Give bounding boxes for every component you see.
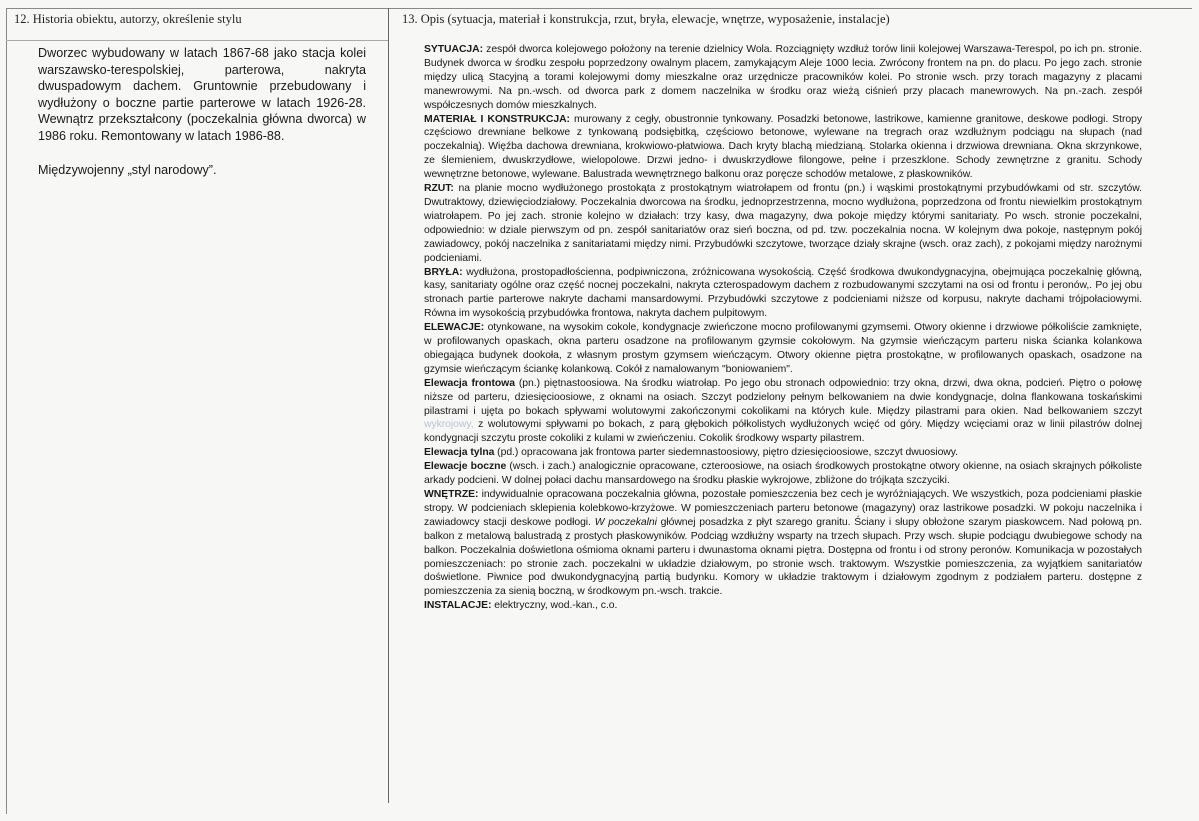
material-paragraph — [424, 113, 1142, 183]
instalacje-label: INSTALACJE: — [424, 600, 492, 612]
sytuacja-text: zespół dworca kolejowego położony na terenie dzielnicy Wola. Rozciągnięty wzdłuż torów linii kolejowej Warszawa-Terespol, po ich pn. stronie. Budynek dworca w środku zespołu poprzedzony owalnym placem, zamykającym Aleje 1000 lecia. Zwrócony frontem na pn. do placu. Po jego zach. stronie między ulicą Stacyjną a torami kolejowymi domy mieszkalne oraz urzędnicze pracowników kolei. Po stronie wsch. przy torach magazyny z placami manewrowymi. Na pn.-wsch. od dworca park z domem naczelnika w środku oraz wieżą ciśnień przy placach manewrowych. Na pn.-zach. zespół współczesnych domów mieszkalnych. — [424, 44, 1142, 111]
tylna-label: Elewacja tylna — [424, 447, 495, 459]
rzut-paragraph — [424, 182, 1142, 265]
wnetrze-label: WNĘTRZE: — [424, 489, 479, 500]
description-section — [402, 12, 1147, 613]
description-heading: 13. Opis (sytuacja, materiał i konstrukcja, rzut, bryła, elewacje, wnętrze, wyposażenie, instalacje) — [402, 12, 890, 26]
instalacje-paragraph — [424, 599, 1142, 613]
wnetrze-text-b: głównej posadzka z płyt szarego granitu. Ściany i słupy obłożone szarym piaskowcem. Nad połową pn. balkon z metalową balustradą z prostych płaskowyników. Podciąg wzdłużny wsparty na trzech słupach. Przy wsch. słupie podciągu dwubiegowe schody na balkon. Poczekalnia doświetlona ośmioma oknami parteru i dwunastoma oknami piętra. Dostępna od frontu i od strony peronów. Komunikacja w pozostałych pomieszczeniach: po stronie zach. poczekalni w układzie działowym, po stronie wsch. traktowym. Wszystkie pomieszczenia, za wyjątkiem sanitariatów doświetlone. Piwnice pod dwukondygnacyjną partią budynku. Komory w układzie traktowym i działowym zgodnym z podziałem parteru. dostępne z pomieszczenia za sienią boczną, w środkowym pn.-wsch. trakcie. — [424, 516, 1142, 598]
rzut-label: RZUT: — [424, 183, 454, 195]
bryla-label: BRYŁA: — [424, 266, 463, 278]
wnetrze-text-a: indywidualnie opracowana poczekalnia główna, pozostałe pomieszczenia bez cech je wyróżniających. We wszystkich, poza podcieniami płaskie stropy. W podcieniach sklepienia kolebkowo-krzyżowe. W pomieszczeniach parteru betonowe (magazyny) oraz lastrikowe posadzki. W pokoju naczelnika i zawiadowcy stacji deskowe podłogi. — [424, 489, 1142, 528]
sytuacja-label: SYTUACJA: — [424, 44, 484, 55]
elewacje-label: ELEWACJE: — [424, 322, 485, 334]
material-label: MATERIAŁ I KONSTRUKCJA: — [424, 113, 570, 125]
elewacje-text: otynkowane, na wysokim cokole, kondygnacje zwieńczone mocno profilowanymi gzymsemi. Otwory okienne i drzwiowe półkoliście zamknięte, w profilowanych opaskach, okna parteru osadzone na profilowanym gzymsie cokołowym. Na gzymsie wieńczącym parteru niska ścianka kolankowa obiegająca budynek dookoła, z własnym prostym gzymsem wieńczącym. Otwory okienne piętra prostokątne, w profilowanych opaskach, osadzone na gzymsie wieńczącym ściankę kolankową. Cokół z namalowanym "boniowaniem". — [424, 322, 1142, 375]
frontowa-paragraph — [424, 377, 1142, 447]
bryla-text: wydłużona, prostopadłościenna, podpiwniczona, zróżnicowana wysokością. Część środkowa dwukondygnacyjna, obejmująca poczekalnię główną, kasy, sanitariaty ogólne oraz część nocnej poczekalni, nakryta czterospadowym dachem z rozbudowanymi szczytami na osi od frontu i peronów,. Po jej obu stronach partie parterowe nakryte dachami mansardowymi. Przybudówki szczytowe z podcieniami niższe od korpusu, nakryte dachami trójpołaciowymi. Równa im wysokością przybudówka frontowa, nakryta dachem pulpitowym. — [424, 266, 1142, 320]
rzut-text: na planie mocno wydłużonego prostokąta z prostokątnym wiatrołapem od frontu (pn.) i wąskimi prostokątnymi przybudówkami od str. szczytów. Dwutraktowy, dziewięciodziałowy. Poczekalnia dworcowa na środku, jednoprzestrzenna, mocno wydłużona, poprzedzona od frontu niewielkim prostokątnym wiatrołapem. Po jej zach. stronie kolejno w działach: trzy kasy, dwa magazyny, dwa pokoje między którymi sanitariaty. Po wsch. stronie poczekalni, odpowiednio: w dziale pierwszym od pn. zespół sanitariatów oraz sień boczna, od pd. tzw. poczekalnia nocna. W kolejnym dwa pokoje, następnym pokój zawiadowcy, pokój naczelnika z sanitariatami między nimi. Przybudówki szczytowe, tworzące działy skrajne (wsch. oraz zach), z pokojami między narożnymi podcieniami. — [424, 183, 1142, 264]
boczne-text: (wsch. i zach.) analogicznie opracowane, czteroosiowe, na osiach środkowych prostokątne otwory okienne, na osiach skrajnych półkoliste arkady podcieni. W dolnej połaci dachu mansardowego na środku płaskie wykrojowe, zbliżone do trójkąta szczyciki. — [424, 461, 1142, 487]
sytuacja-paragraph — [424, 43, 1142, 113]
tylna-paragraph — [424, 446, 1142, 460]
history-body — [38, 45, 366, 178]
description-body — [424, 43, 1142, 613]
boczne-paragraph — [424, 460, 1142, 488]
material-text: murowany z cegły, obustronnie tynkowany. Posadzki betonowe, lastrikowe, kamienne granitowe, deskowe podłogi. Stropy częściowo drewniane belkowe z tynkowaną podsiębitką, częściowo betonowe, wylewane na tregrach oraz wzdłużnym podciągu na słupach (nad poczekalnią). Więźba dachowa drewniana, krokwiowo-płatwiowa. Dach kryty blachą miedzianą. Stolarka okienna i drzwiowa drewniana. Okna skrzynkowe, ze ślemieniem, dwuskrzydłowe, wielopolowe. Drzwi jedno- i dwuskrzydłowe filongowe, pełne i przeszklone. Schody zewnętrzne z granitu. Schody wewnętrzne betonowe, wylewane. Balustrada wewnętrznego balkonu oraz poręcze schodów metalowe, z płaskowników. — [424, 113, 1142, 181]
wnetrze-paragraph — [424, 488, 1142, 599]
frontowa-text-b: z wolutowymi spływami po bokach, z parą głębokich półkolistych wydłużonych wcięć od góry. Między wcięciami oraz w linii pilastrów dolnej kondygnacji szczytu proste cokoliki z kulami w zwieńczeniu. Cokolik środkowy wsparty pilastrem. — [424, 419, 1142, 445]
instalacje-text: elektryczny, wod.-kan., c.o. — [491, 600, 618, 612]
frontowa-faint-word: wykrojowy, — [424, 419, 474, 431]
frontowa-label: Elewacja frontowa — [424, 377, 515, 389]
frontowa-text-a: (pn.) piętnastoosiowa. Na środku wiatrołap. Po jego obu stronach odpowiednio: trzy okna, drzwi, dwa okna, podcień. Piętro o połowę niższe od parteru, dziesięcioosiowe, z oknami na osiach. Szczyt podzielony pełnym belkowaniem na dwie kondygnacje, dolna flankowana toskańskimi pilastrami i ujęta po bokach spływami wolutowymi zakończonymi cokolikami na których kule. Między pilastrami para okien. Nad belkowaniem szczyt — [424, 377, 1142, 417]
elewacje-paragraph — [424, 321, 1142, 377]
bryla-paragraph — [424, 266, 1142, 322]
history-paragraph: Dworzec wybudowany w latach 1867-68 jako stacja kolei warszawsko-terespolskiej, parterowa, nakryta dwuspadowym dachem. Gruntownie przebudowany i wydłużony o boczne partie parterowe w latach 1926-28. Wewnątrz przekształcony (poczekalnia główna dworca) w 1986 roku. Remontowany w latach 1986-88. — [38, 46, 366, 143]
style-paragraph: Międzywojenny „styl narodowy”. — [38, 162, 217, 177]
history-heading: 12. Historia obiektu, autorzy, określenie stylu — [14, 12, 242, 26]
history-section — [14, 12, 374, 195]
wnetrze-italic: W poczekalni — [594, 516, 657, 528]
tylna-text: (pd.) opracowana jak frontowa parter siedemnastoosiowy, piętro dziesięcioosiowe, szczyt dwuosiowy. — [494, 447, 958, 459]
boczne-label: Elewacje boczne — [424, 461, 507, 473]
column-divider — [388, 8, 389, 803]
